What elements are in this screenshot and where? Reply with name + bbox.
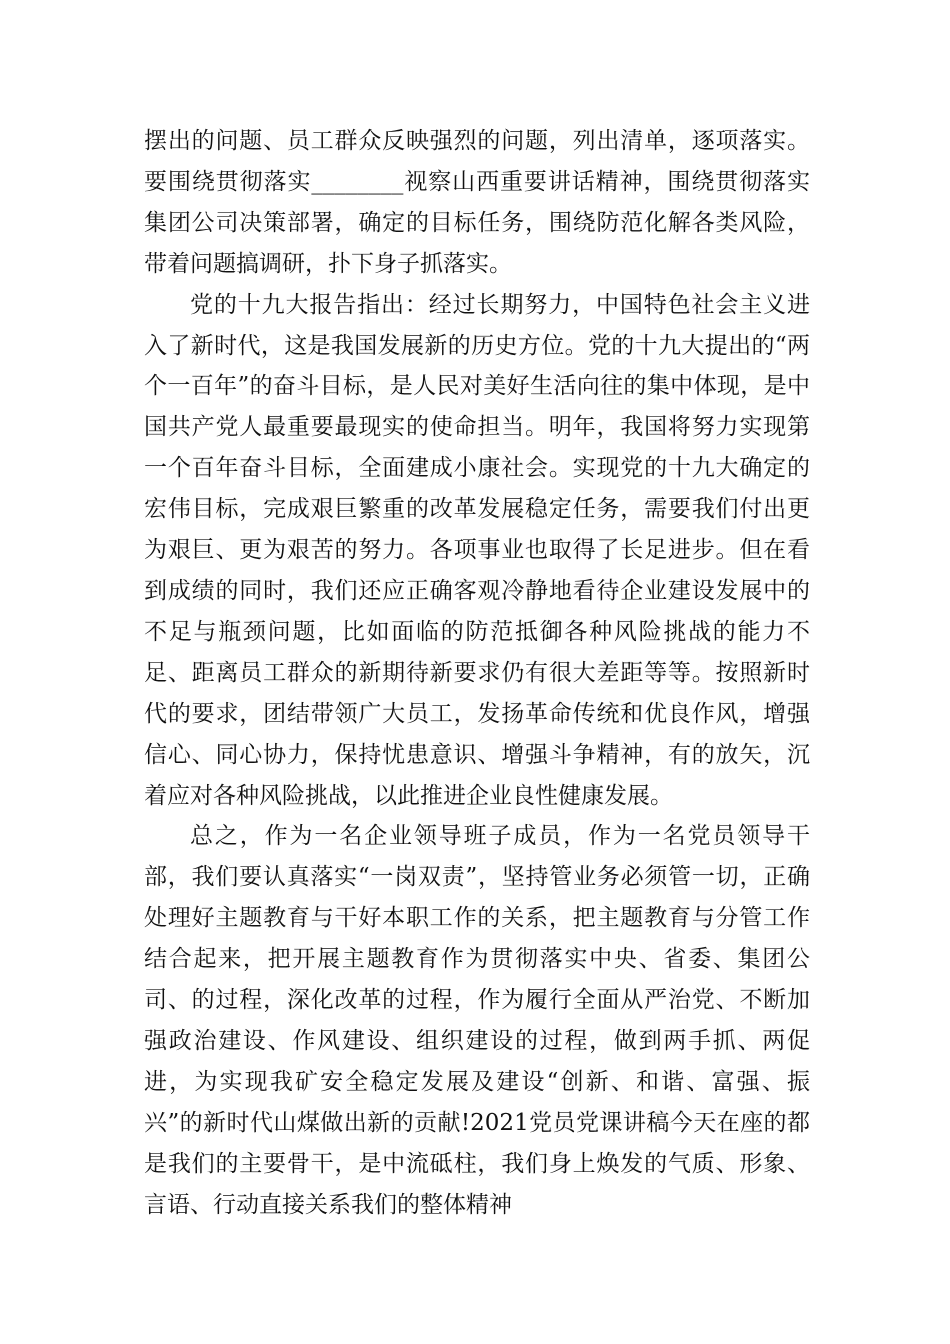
paragraph-2: 党的十九大报告指出：经过长期努力，中国特色社会主义进入了新时代，这是我国发展新的历史方位。党的十九大提出的“两个一百年”的奋斗目标，是人民对美好生活向往的集中体现，是中国共产党人最重要最现实的使命担当。明年，我国将努力实现第一个百年奋斗目标，全面建成小康社会。实现党的十九大确定的宏伟目标，完成艰巨繁重的改革发展稳定任务，需要我们付出更为艰巨、更为艰苦的努力。各项事业也取得了长足进步。但在看到成绩的同时，我们还应正确客观冷静地看待企业建设发展中的不足与瓶颈问题，比如面临的防范抵御各种风险挑战的能力不足、距离员工群众的新期待新要求仍有很大差距等等。按照新时代的要求，团结带领广大员工，发扬革命传统和优良作风，增强信心、同心协力，保持忧患意识、增强斗争精神，有的放矢，沉着应对各种风险挑战，以此推进企业良性健康发展。 — [144, 291, 810, 809]
document-page — [144, 121, 810, 1225]
paragraph-1: 摆出的问题、员工群众反映强烈的问题，列出清单，逐项落实。要围绕贯彻落实________视察山西重要讲话精神，围绕贯彻落实集团公司决策部署，确定的目标任务，围绕防范化解各类风险，带着问题搞调研，扑下身子抓落实。 — [144, 128, 810, 277]
paragraph-3: 总之，作为一名企业领导班子成员，作为一名党员领导干部，我们要认真落实“一岗双责”，坚持管业务必须管一切，正确处理好主题教育与干好本职工作的关系，把主题教育与分管工作结合起来，把开展主题教育作为贯彻落实中央、省委、集团公司、的过程，深化改革的过程，作为履行全面从严治党、不断加强政治建设、作风建设、组织建设的过程，做到两手抓、两促进，为实现我矿安全稳定发展及建设“创新、和谐、富强、振兴”的新时代山煤做出新的贡献!2021党员党课讲稿今天在座的都是我们的主要骨干，是中流砥柱，我们身上焕发的气质、形象、言语、行动直接关系我们的整体精神 — [144, 823, 810, 1218]
